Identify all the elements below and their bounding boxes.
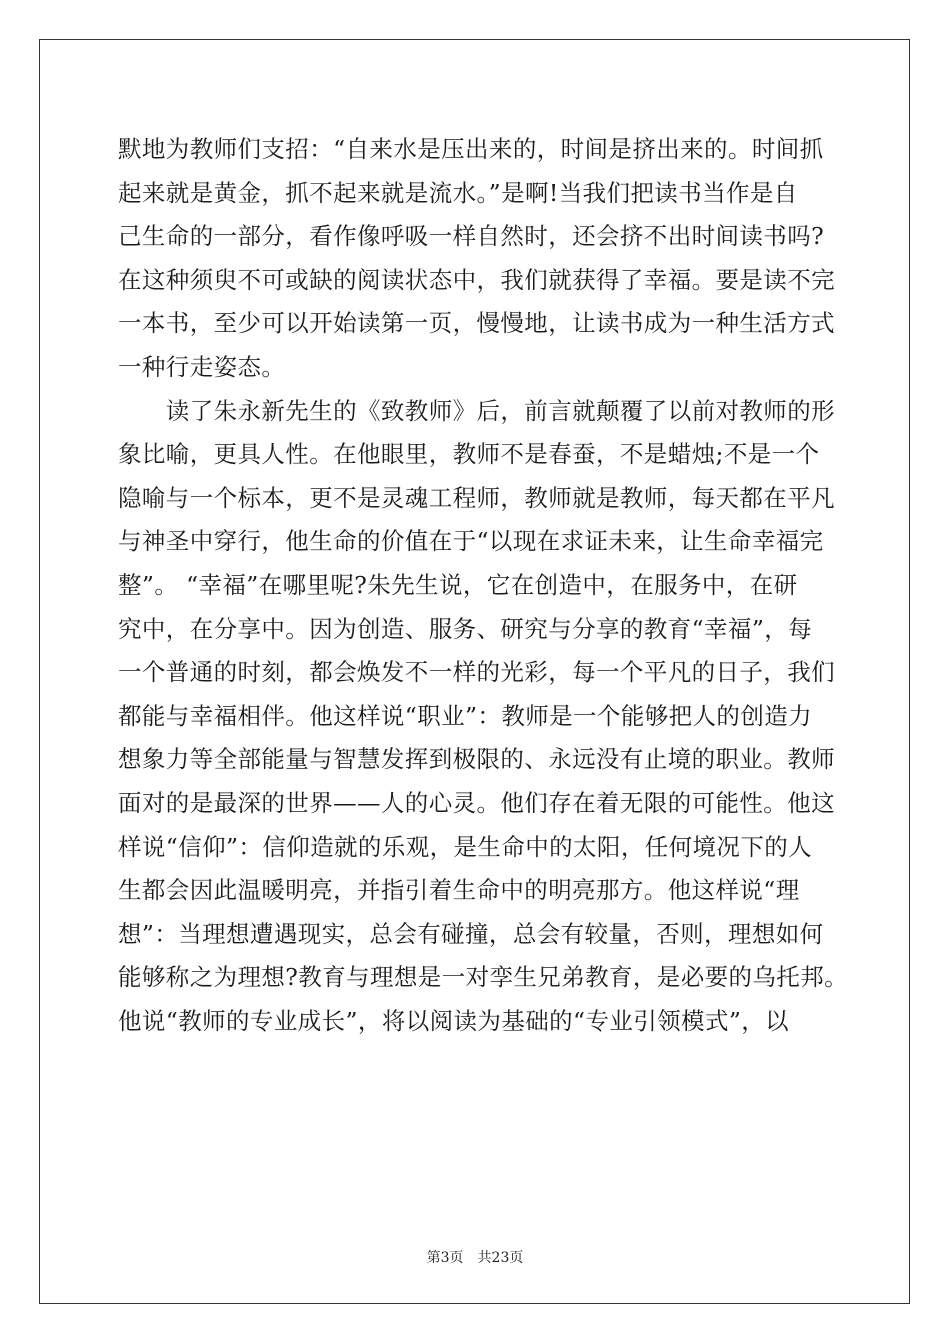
text-line-14: 都能与幸福相伴。他这样说“职业”：教师是一个能够把人的创造力 [118, 701, 813, 730]
text-line-10: 与神圣中穿行，他生命的价值在于“以现在求证未来，让生命幸福完 [118, 527, 824, 556]
page-number-footer: 第3页 共23页 [426, 1250, 524, 1266]
text-line-7: 读了朱永新先生的《致教师》后，前言就颠覆了以前对教师的形 [118, 396, 835, 425]
text-line-3: 己生命的一部分，看作像呼吸一样自然时，还会挤不出时间读书吗? [118, 222, 825, 251]
text-line-15: 想象力等全部能量与智慧发挥到极限的、永远没有止境的职业。教师 [118, 745, 835, 774]
text-line-19: 想”：当理想遭遇现实，总会有碰撞，总会有较量，否则，理想如何 [118, 919, 824, 948]
text-line-16: 面对的是最深的世界——人的心灵。他们存在着无限的可能性。他这 [118, 788, 835, 817]
text-line-4: 在这种须臾不可或缺的阅读状态中，我们就获得了幸福。要是读不完 [118, 265, 835, 294]
text-line-13: 一个普通的时刻，都会焕发不一样的光彩，每一个平凡的日子，我们 [118, 658, 835, 687]
body-text [118, 128, 848, 1043]
text-line-17: 样说“信仰”：信仰造就的乐观，是生命中的太阳，任何境况下的人 [118, 832, 813, 861]
text-line-20: 能够称之为理想?教育与理想是一对孪生兄弟教育，是必要的乌托邦。 [118, 963, 848, 992]
text-line-11: 整”。 “幸福”在哪里呢?朱先生说，它在创造中，在服务中，在研 [118, 570, 798, 599]
text-line-1: 默地为教师们支招：“自来水是压出来的，时间是挤出来的。时间抓 [118, 135, 824, 163]
text-line-2: 起来就是黄金，抓不起来就是流水。”是啊!当我们把读书当作是自 [118, 178, 798, 207]
text-line-18: 生都会因此温暖明亮，并指引着生命中的明亮那方。他这样说“理 [118, 876, 800, 905]
text-line-9: 隐喻与一个标本，更不是灵魂工程师，教师就是教师，每天都在平凡 [118, 483, 835, 512]
text-line-6: 一种行走姿态。 [118, 352, 286, 381]
text-line-21: 他说“教师的专业成长”，将以阅读为基础的“专业引领模式”，以 [118, 1006, 790, 1035]
text-line-8: 象比喻，更具人性。在他眼里，教师不是春蚕，不是蜡烛;不是一个 [118, 440, 820, 469]
text-line-5: 一本书，至少可以开始读第一页，慢慢地，让读书成为一种生活方式 [118, 309, 835, 338]
text-line-12: 究中，在分享中。因为创造、服务、研究与分享的教育“幸福”，每 [118, 614, 813, 643]
